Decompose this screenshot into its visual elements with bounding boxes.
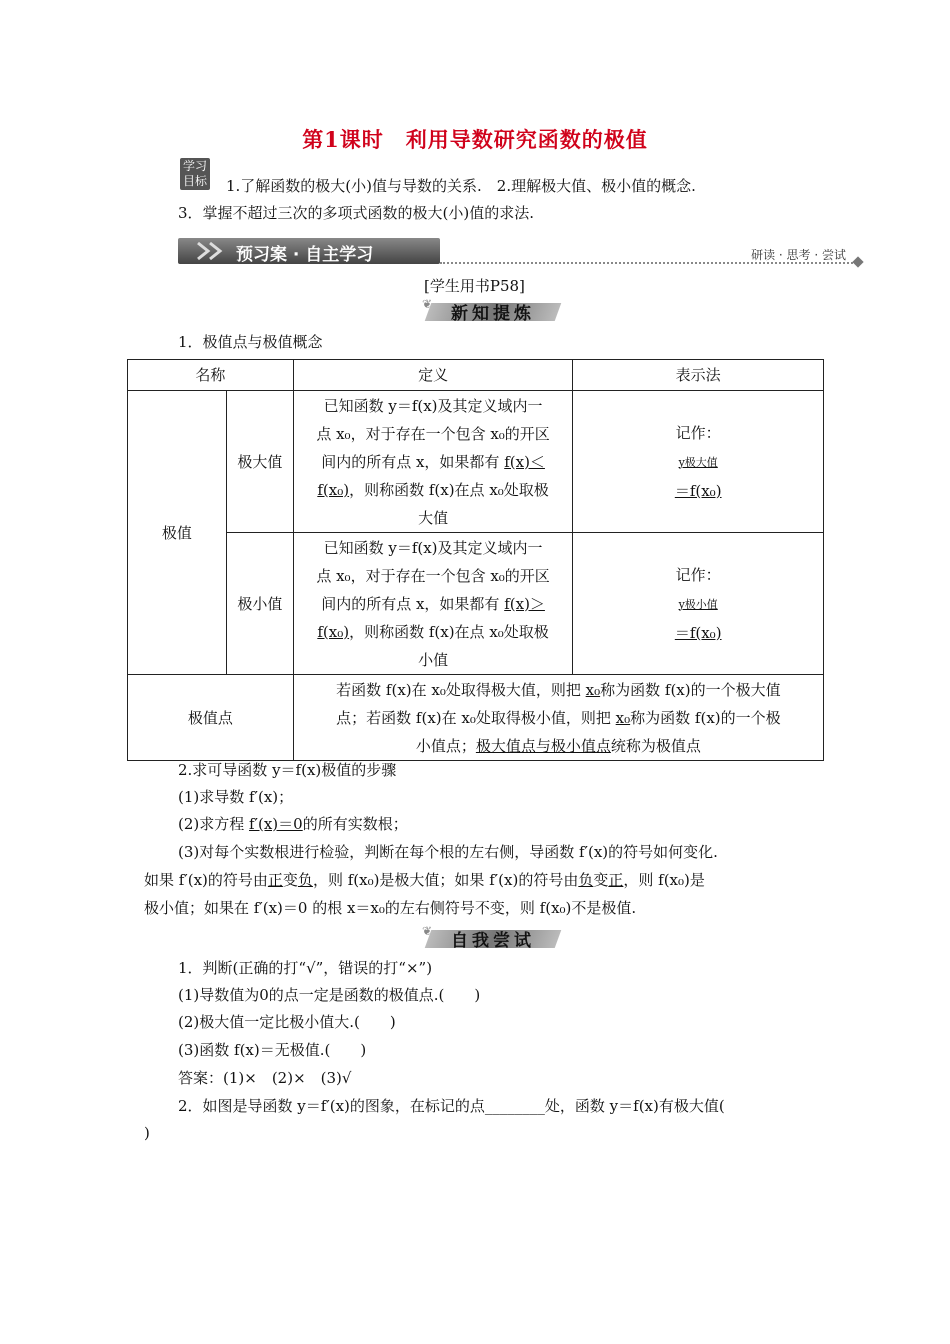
point-def-underlined: 极大值点与极小值点 bbox=[475, 736, 611, 755]
book-reference: [学生用书P58] bbox=[424, 277, 525, 295]
point-def-underlined: x₀ bbox=[585, 680, 601, 699]
banner-bar bbox=[178, 238, 440, 264]
leaf-icon: ❦ bbox=[422, 297, 433, 311]
point-def-part: 点；若函数 f(x)在 x₀处取得极小值，则把 bbox=[336, 708, 616, 727]
min-def-part: 间内的所有点 x，如果都有 bbox=[321, 594, 505, 613]
extremum-concept-table bbox=[127, 359, 824, 761]
diamond-icon bbox=[852, 256, 863, 267]
max-def-part: 点 x₀，对于存在一个包含 x₀的开区 bbox=[316, 424, 550, 443]
notation-value: ＝f(x₀) bbox=[674, 623, 722, 642]
min-def-part: 点 x₀，对于存在一个包含 x₀的开区 bbox=[316, 566, 550, 585]
leaf-icon: ❦ bbox=[422, 924, 433, 938]
min-def-part: 小值 bbox=[418, 650, 449, 669]
step-3-line-2 bbox=[144, 870, 705, 890]
step-3-line-3: 极小值；如果在 f′(x)＝0 的根 x＝x₀的左右侧符号不变，则 f(x₀)不是极值. bbox=[144, 899, 637, 917]
table-row-max bbox=[128, 391, 824, 533]
goal-line-2: 3．掌握不超过三次的多项式函数的极大(小)值的求法. bbox=[178, 204, 535, 222]
step-3-line-1: (3)对每个实数根进行检验，判断在每个根的左右侧，导函数 f′(x)的符号如何变化. bbox=[178, 843, 718, 861]
min-def-underlined: f(x₀) bbox=[317, 622, 350, 641]
point-def-part: 小值点； bbox=[415, 736, 476, 755]
point-def-part: 统称为极值点 bbox=[610, 736, 701, 755]
section-heading-self-test bbox=[422, 924, 558, 951]
step-3-part: 如果 f′(x)的符号由 bbox=[144, 871, 268, 889]
section-heading-new-knowledge bbox=[422, 297, 558, 324]
max-label: 极大值 bbox=[226, 391, 293, 533]
min-def-part: 已知函数 y＝f(x)及其定义域内一 bbox=[323, 538, 543, 557]
max-def-part: 间内的所有点 x，如果都有 bbox=[321, 452, 505, 471]
point-label: 极值点 bbox=[128, 675, 294, 761]
point-def-part: 称为函数 f(x)的一个极 bbox=[630, 708, 781, 727]
notation-symbol: y极大值 bbox=[678, 455, 718, 469]
step-3-part: 变 bbox=[593, 871, 609, 889]
max-notation bbox=[573, 391, 824, 533]
step-2-underlined: f′(x)＝0 bbox=[249, 815, 303, 833]
item-1-title: 1．极值点与极值概念 bbox=[178, 333, 323, 351]
min-def-part: ，则称函数 f(x)在点 x₀处取极 bbox=[349, 622, 549, 641]
table-header-row bbox=[128, 360, 824, 391]
header-definition: 定义 bbox=[293, 360, 573, 391]
badge-line-1: 学习 bbox=[182, 159, 207, 173]
point-def-part: 称为函数 f(x)的一个极大值 bbox=[600, 680, 781, 699]
min-def-underlined: f(x)＞ bbox=[504, 594, 545, 613]
question-2-line-1: 2．如图是导函数 y＝f′(x)的图象，在标记的点________处，函数 y＝f(x)有极大值( bbox=[178, 1097, 725, 1115]
point-def-part: 若函数 f(x)在 x₀处取得极大值，则把 bbox=[336, 680, 586, 699]
table-row-min bbox=[128, 533, 824, 675]
max-def-part: 已知函数 y＝f(x)及其定义域内一 bbox=[323, 396, 543, 415]
step-3-part: ，则 f(x₀)是极大值；如果 f′(x)的符号由 bbox=[312, 871, 579, 889]
question-1: 1．判断(正确的打“√”，错误的打“×”) bbox=[178, 959, 433, 977]
step-2 bbox=[178, 814, 408, 834]
notation-label: 记作： bbox=[675, 565, 721, 584]
step-3-underlined: 负 bbox=[297, 871, 313, 889]
max-definition bbox=[293, 391, 573, 533]
max-def-underlined: f(x₀) bbox=[317, 480, 350, 499]
notation-value: ＝f(x₀) bbox=[674, 481, 722, 500]
step-2-part: (2)求方程 bbox=[178, 815, 250, 833]
question-1-3: (3)函数 f(x)＝无极值.( ) bbox=[178, 1041, 367, 1059]
step-3-underlined: 正 bbox=[608, 871, 624, 889]
min-definition bbox=[293, 533, 573, 675]
max-def-part: 大值 bbox=[418, 508, 449, 527]
point-def-underlined: x₀ bbox=[615, 708, 631, 727]
steps-title: 2.求可导函数 y＝f(x)极值的步骤 bbox=[178, 761, 397, 779]
step-1: (1)求导数 f′(x)； bbox=[178, 788, 294, 806]
learning-goal-badge bbox=[180, 158, 210, 190]
max-def-underlined: f(x)＜ bbox=[504, 452, 545, 471]
question-2-line-2: ) bbox=[144, 1124, 150, 1142]
badge-line-2: 目标 bbox=[182, 174, 207, 188]
banner-right-label: 研读 · 思考 · 尝试 bbox=[751, 248, 846, 262]
max-def-part: ，则称函数 f(x)在点 x₀处取极 bbox=[349, 480, 549, 499]
table-row-point bbox=[128, 675, 824, 761]
step-3-part: ，则 f(x₀)是 bbox=[623, 871, 705, 889]
header-name: 名称 bbox=[128, 360, 294, 391]
point-definition bbox=[293, 675, 823, 761]
step-3-underlined: 正 bbox=[267, 871, 283, 889]
preview-banner bbox=[178, 238, 862, 266]
step-3-underlined: 负 bbox=[578, 871, 594, 889]
min-label: 极小值 bbox=[226, 533, 293, 675]
header-notation: 表示法 bbox=[573, 360, 824, 391]
section-heading-text: 新知提炼 bbox=[451, 304, 535, 324]
banner-label: 预习案 · 自主学习 bbox=[236, 245, 374, 265]
step-3-part: 变 bbox=[282, 871, 298, 889]
chevron-icon bbox=[196, 241, 236, 261]
section-heading-text: 自我尝试 bbox=[451, 931, 535, 951]
notation-label: 记作： bbox=[675, 423, 721, 442]
notation-symbol: y极小值 bbox=[678, 597, 718, 611]
min-notation bbox=[573, 533, 824, 675]
group-label: 极值 bbox=[128, 391, 227, 675]
step-2-part: 的所有实数根； bbox=[302, 815, 408, 833]
goal-line-1: 1.了解函数的极大(小)值与导数的关系. 2.理解极大值、极小值的概念. bbox=[226, 177, 696, 195]
answer-line: 答案：(1)× (2)× (3)√ bbox=[178, 1069, 352, 1087]
lesson-title: 第1课时 利用导数研究函数的极值 bbox=[302, 127, 648, 152]
question-1-2: (2)极大值一定比极小值大.( ) bbox=[178, 1013, 396, 1031]
question-1-1: (1)导数值为0的点一定是函数的极值点.( ) bbox=[178, 986, 481, 1004]
